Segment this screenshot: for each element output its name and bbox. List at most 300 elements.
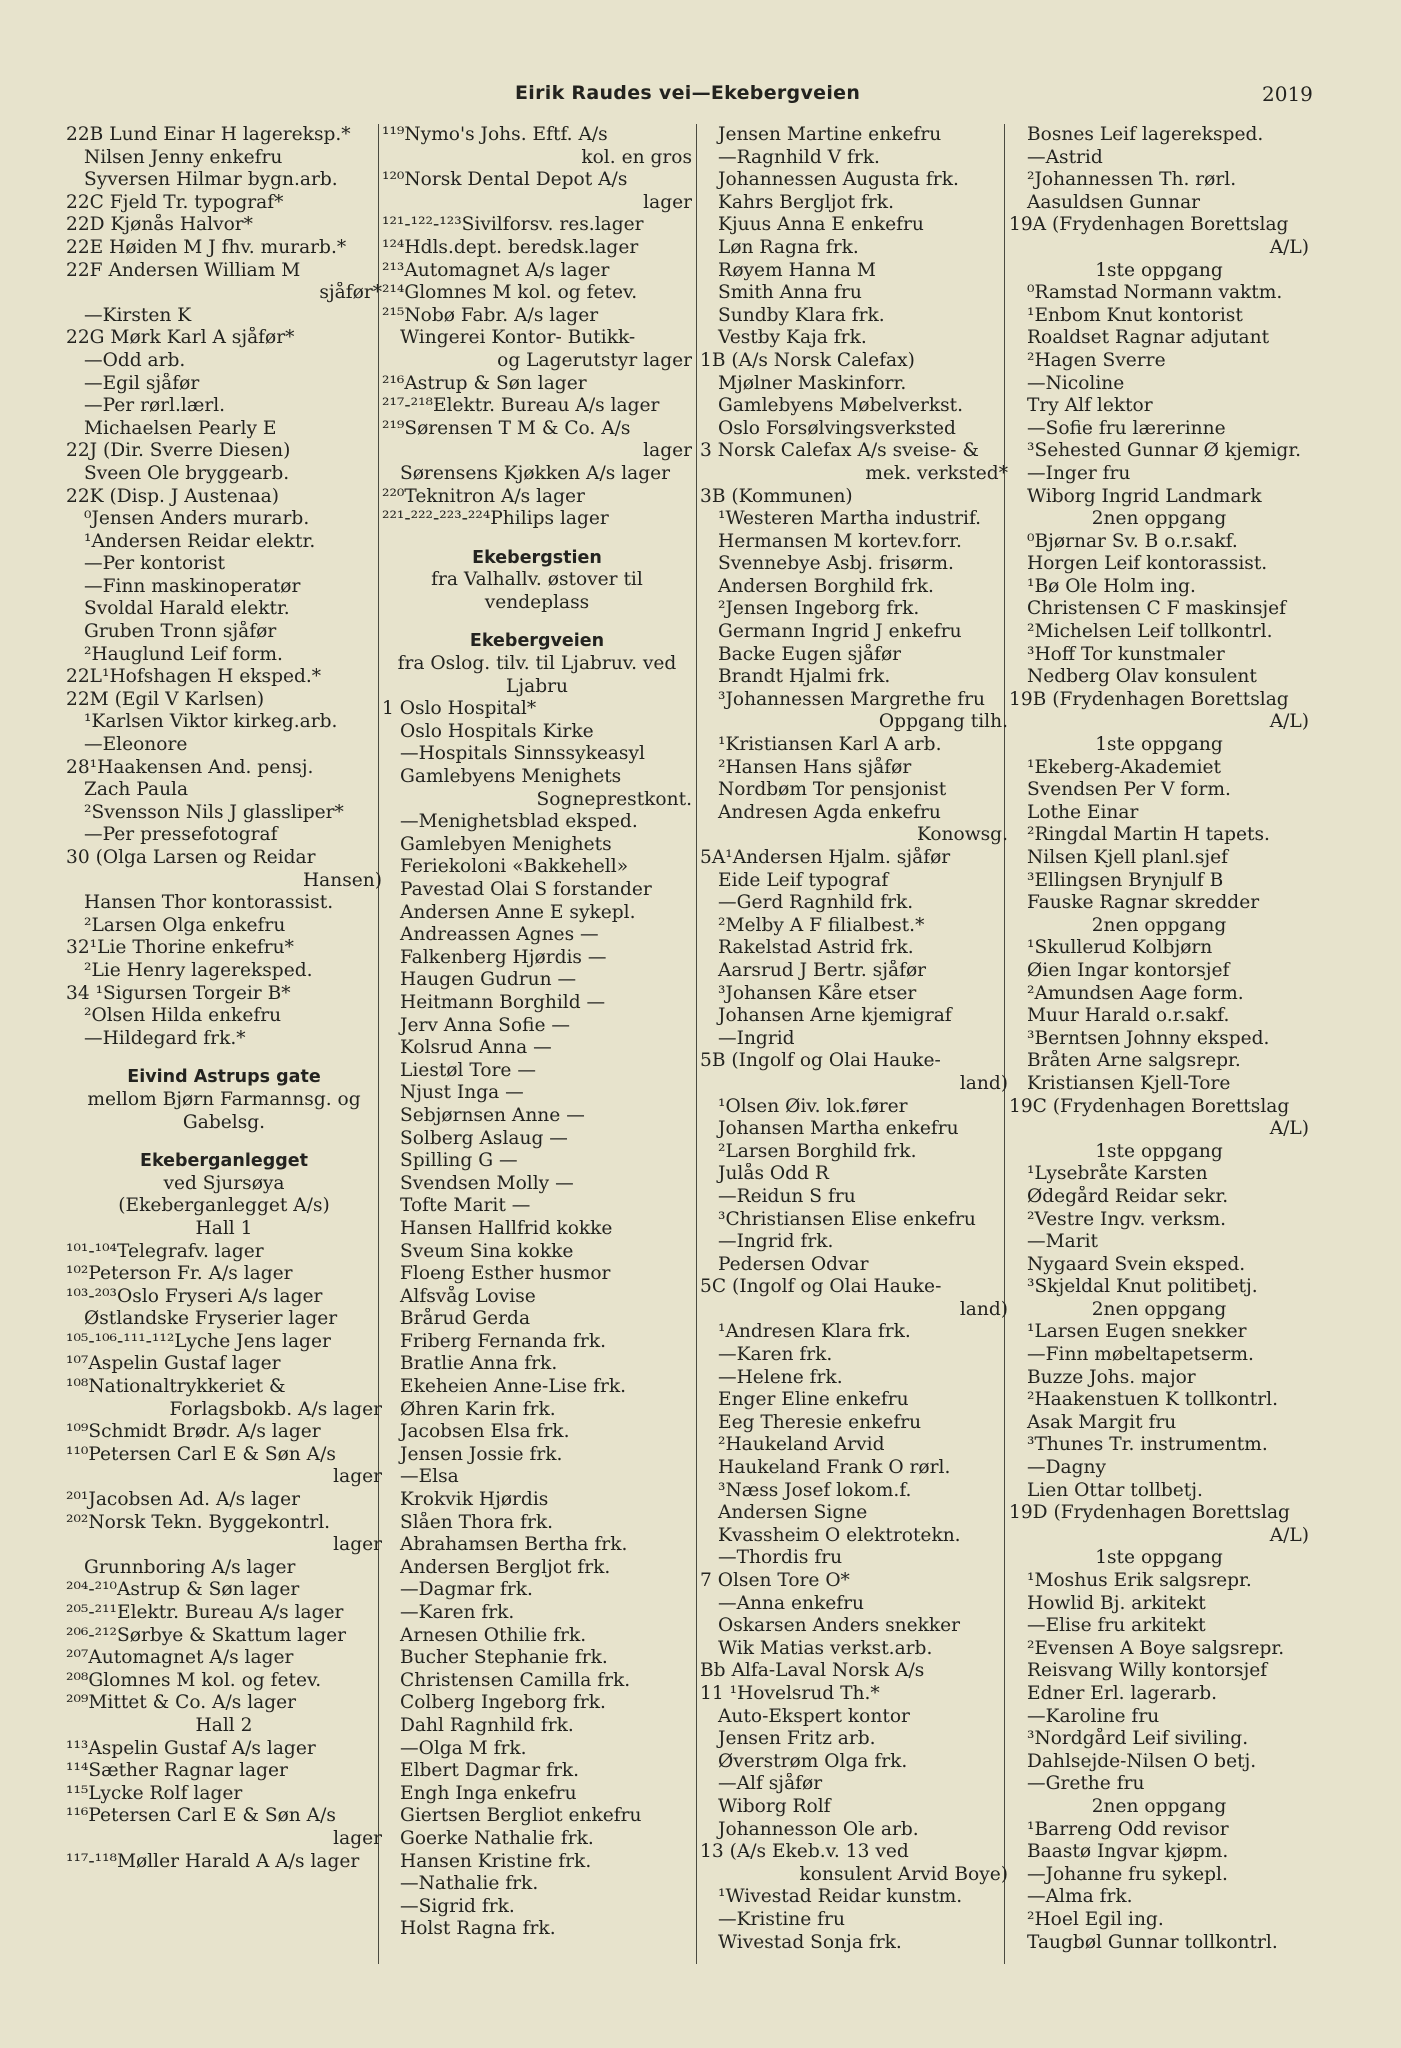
directory-entry: ¹Ekeberg-Akademiet [1027,756,1222,778]
directory-entry: 5C (Ingolf og Olai Hauke- [700,1276,942,1298]
directory-entry: Falkenberg Hjørdis — [400,946,607,968]
directory-entry: Wiborg Ingrid Landmark [1027,485,1262,507]
directory-entry: ²Vestre Ingv. verksm. [1027,1208,1227,1230]
directory-entry: ¹⁰³-²⁰³Oslo Fryseri A/s lager [66,1285,323,1307]
directory-entry: 22J (Dir. Sverre Diesen) [66,440,291,462]
directory-column-4 [1009,124,1309,1954]
section-subtitle: 1ste oppgang [1095,1140,1223,1162]
directory-entry: ²⁰⁴-²¹⁰Astrup & Søn lager [66,1579,300,1601]
directory-entry: ¹Moshus Erik salgsrepr. [1027,1570,1252,1591]
directory-entry: Pedersen Odvar [718,1253,869,1275]
directory-entry: ³Johansen Kåre etser [718,982,917,1004]
directory-entry: Øien Ingar kontorsjef [1027,959,1230,981]
directory-entry: Oslo Forsølvingsverksted [718,417,956,439]
directory-entry: Øhren Karin frk. [400,1398,556,1420]
directory-entry: Aasuldsen Gunnar [1027,191,1201,213]
section-subtitle: 2nen oppgang [1091,1795,1227,1817]
directory-entry: ¹Lysebråte Karsten [1027,1163,1208,1185]
directory-entry: Oslo Hospitals Kirke [400,720,594,742]
directory-entry: Floeng Esther husmor [400,1263,611,1285]
directory-entry: ¹Olsen Øiv. lok.fører [718,1095,908,1117]
directory-entry: Rakelstad Astrid frk. [718,937,914,959]
directory-entry: ²Amundsen Aage form. [1027,982,1244,1004]
directory-entry: ²Evensen A Boye salgsrepr. [1027,1637,1285,1659]
directory-entry: ³Næss Josef lokom.f. [718,1479,912,1501]
entry-continuation: mek. verksted* [865,462,1008,484]
directory-entry: Germann Ingrid J enkefru [718,621,962,643]
directory-entry: 3B (Kommunen) [700,485,853,507]
entry-continuation: A/L) [1269,1118,1309,1140]
directory-entry: —Finn møbeltapetserm. [1027,1344,1254,1366]
directory-entry: Jensen Fritz arb. [718,1728,876,1750]
directory-entry: Gamlebyens Menighets [400,766,622,788]
directory-entry: ¹Bø Ole Holm ing. [1027,575,1196,597]
directory-entry: —Inger fru [1027,462,1131,484]
directory-entry: —Menighetsblad eksped. [400,811,638,833]
directory-entry: Bucher Stephanie frk. [400,1647,608,1669]
directory-entry: Engh Inga enkefru [400,1782,577,1804]
directory-entry: Sebjørnsen Anne — [400,1104,585,1126]
directory-entry: 19B (Frydenhagen Borettslag [1009,688,1289,710]
directory-entry: —Per rørl.lærl. [84,395,226,417]
entry-continuation: sjåfør* [319,282,382,304]
directory-entry: Sveen Ole bryggearb. [84,462,290,484]
directory-entry: —Hospitals Sinnssykeasyl [400,743,645,765]
directory-entry: ²²⁰Teknitron A/s lager [382,485,585,507]
directory-entry: ²¹³Automagnet A/s lager [382,259,610,281]
directory-entry: Nilsen Jenny enkefru [84,146,283,168]
directory-entry: ⁰Jensen Anders murarb. [84,508,310,530]
directory-entry: —Hildegard frk.* [84,1027,246,1049]
directory-entry: Bosnes Leif lagereksped. [1027,124,1264,145]
directory-entry: —Dagny [1027,1457,1106,1479]
directory-entry: Giertsen Bergliot enkefru [400,1805,642,1827]
directory-entry: ¹Enbom Knut kontorist [1027,304,1243,326]
directory-entry: ¹⁰⁸Nationaltrykkeriet & [66,1376,286,1398]
directory-entry: Alfsvåg Lovise [400,1285,536,1307]
section-subtitle: 1ste oppgang [1095,1547,1223,1569]
directory-entry: ¹¹⁰Petersen Carl E & Søn A/s [66,1443,336,1465]
directory-entry: Christensen C F maskinsjef [1027,598,1287,620]
directory-entry: ²Jensen Ingeborg frk. [718,598,920,620]
directory-entry: 22G Mørk Karl A sjåfør* [66,327,295,349]
directory-entry: Kristiansen Kjell-Tore [1027,1072,1231,1094]
directory-entry: 19C (Frydenhagen Borettslag [1009,1095,1290,1117]
directory-entry: Horgen Leif kontorassist. [1027,553,1268,575]
directory-entry: —Eleonore [84,734,188,756]
entry-continuation: land) [959,1072,1008,1094]
directory-entry: ²Hauglund Leif form. [84,643,283,665]
directory-entry: Kahrs Bergljot frk. [718,191,894,213]
section-subtitle: mellom Bjørn Farmannsg. og Gabelsg. [87,1088,361,1133]
directory-entry: —Nicoline [1027,372,1125,394]
directory-entry: 1B (A/s Norsk Calefax) [700,349,915,371]
directory-entry: 32¹Lie Thorine enkefru* [66,937,294,959]
directory-entry: ²Olsen Hilda enkefru [84,1005,282,1027]
directory-entry: ¹Westeren Martha industrif. [718,508,982,530]
directory-entry: Andersen Bergljot frk. [400,1556,611,1578]
directory-entry: Johansen Martha enkefru [718,1118,959,1140]
directory-entry: Christensen Camilla frk. [400,1669,631,1691]
directory-entry: Johansen Arne kjemigraf [718,1005,952,1027]
directory-entry: Aarsrud J Bertr. sjåfør [718,959,927,981]
entry-continuation: lager [333,1827,382,1849]
directory-entry: Kjuus Anna E enkefru [718,214,924,236]
directory-entry: Asak Margit fru [1027,1411,1177,1433]
directory-entry: —Alma frk. [1027,1886,1133,1908]
directory-entry: ¹⁰⁷Aspelin Gustaf lager [66,1353,281,1375]
directory-entry: Andersen Signe [718,1502,868,1524]
directory-entry: 28¹Haakensen And. pensj. [66,756,314,778]
entry-continuation: konsulent Arvid Boye) [799,1863,1008,1885]
directory-entry: ³Hoff Tor kunstmaler [1027,643,1225,665]
directory-entry: ¹²⁴Hdls.dept. beredsk.lager [382,236,639,258]
directory-entry: Tofte Marit — [400,1195,531,1217]
directory-entry: Muur Harald o.r.sakf. [1027,1005,1230,1027]
directory-entry: Bratlie Anna frk. [400,1353,558,1375]
directory-entry: Gruben Tronn sjåfør [84,621,277,643]
directory-entry: —Karen frk. [400,1602,515,1623]
directory-entry: —Ingrid [718,1027,795,1049]
directory-entry: ³Nordgård Leif siviling. [1027,1728,1249,1750]
directory-entry: ²Haukeland Arvid [718,1434,885,1456]
section-heading: Ekebergstien [472,547,602,568]
directory-entry: Krokvik Hjørdis [400,1489,549,1511]
directory-entry: Arnesen Othilie frk. [400,1624,587,1646]
directory-entry: Løn Ragna frk. [718,236,859,258]
directory-entry: —Johanne fru sykepl. [1027,1863,1228,1885]
directory-entry: Johannesson Ole arb. [718,1818,919,1840]
directory-entry: ⁰Bjørnar Sv. B o.r.sakf. [1027,530,1238,552]
directory-entry: Ødegård Reidar sekr. [1027,1185,1229,1207]
entry-continuation: Oppgang tilh. [878,711,1008,733]
directory-entry: ²Hoel Egil ing. [1027,1908,1164,1930]
directory-entry: ¹¹³Aspelin Gustaf A/s lager [66,1737,316,1759]
directory-entry: Haukeland Frank O rørl. [718,1457,951,1479]
entry-continuation: A/L) [1269,236,1309,258]
directory-entry: Sørensens Kjøkken A/s lager [400,462,671,484]
directory-entry: ¹²¹-¹²²-¹²³Sivilforsv. res.lager [382,214,644,236]
directory-entry: Wivestad Sonja frk. [718,1931,902,1953]
directory-entry: 22C Fjeld Tr. typograf* [66,191,284,213]
directory-entry: Holst Ragna frk. [400,1918,556,1940]
directory-entry: ¹¹⁶Petersen Carl E & Søn A/s [66,1805,336,1827]
directory-entry: —Gerd Ragnhild frk. [718,892,914,914]
directory-entry: ¹⁰⁹Schmidt Brødr. A/s lager [66,1421,321,1443]
section-subtitle: ved Sjursøya [163,1172,285,1194]
directory-entry: Nygaard Svein eksped. [1027,1253,1246,1275]
directory-entry: Reisvang Willy kontorsjef [1027,1660,1268,1682]
directory-entry: Backe Eugen sjåfør [718,643,902,665]
directory-entry: —Marit [1027,1231,1099,1253]
section-subtitle: Hall 1 [195,1217,253,1239]
entry-continuation: lager [333,1466,382,1488]
directory-entry: Enger Eline enkefru [718,1389,909,1411]
directory-entry: —Ingrid frk. [718,1231,834,1253]
directory-entry: Wik Matias verkst.arb. [718,1637,933,1659]
directory-entry: —Nathalie frk. [400,1873,539,1895]
directory-entry: —Sofie fru lærerinne [1027,417,1226,439]
directory-entry: Hermansen M kortev.forr. [718,530,962,552]
directory-entry: Wiborg Rolf [718,1795,831,1817]
section-subtitle: Hall 2 [195,1714,253,1736]
entry-continuation: lager [643,440,692,462]
section-subtitle: 1ste oppgang [1095,734,1223,756]
directory-column-3 [700,124,1008,1954]
directory-entry: Jerv Anna Sofie — [400,1014,570,1036]
directory-entry: Njust Inga — [400,1082,524,1104]
directory-entry: Jensen Martine enkefru [718,124,942,145]
directory-entry: Østlandske Fryserier lager [84,1308,338,1330]
directory-entry: Hansen Kristine frk. [400,1850,592,1872]
directory-entry: Bråten Arne salgsrepr. [1027,1050,1241,1072]
entry-continuation: A/L) [1269,1524,1309,1546]
directory-entry: Goerke Nathalie frk. [400,1827,594,1849]
directory-entry: Svendsen Molly — [400,1172,574,1194]
section-subtitle: 2nen oppgang [1091,508,1227,530]
directory-entry: ¹Barreng Odd revisor [1027,1818,1229,1840]
directory-entry: 7 Olsen Tore O* [700,1570,850,1591]
directory-entry: Bb Alfa-Laval Norsk A/s [700,1660,925,1682]
entry-continuation: lager [643,191,692,213]
column-divider [696,124,697,1964]
directory-entry: Solberg Aslaug — [400,1127,568,1149]
directory-entry: 19A (Frydenhagen Borettslag [1009,214,1289,236]
directory-entry: ²Ringdal Martin H tapets. [1027,824,1270,846]
directory-entry: 19D (Frydenhagen Borettslag [1009,1502,1290,1524]
directory-entry: ³Johannessen Margrethe fru [718,688,986,710]
directory-entry: Howlid Bj. arkitekt [1027,1592,1206,1614]
directory-entry: 22M (Egil V Karlsen) [66,688,265,710]
directory-entry: —Grethe fru [1027,1773,1145,1795]
entry-continuation: Hansen) [302,869,382,891]
directory-entry: Nedberg Olav konsulent [1027,666,1257,688]
directory-entry: Auto-Ekspert kontor [718,1705,910,1727]
directory-entry: 5A¹Andersen Hjalm. sjåfør [700,847,951,868]
directory-entry: Taugbøl Gunnar tollkontrl. [1027,1931,1278,1953]
directory-entry: ¹¹⁵Lycke Rolf lager [66,1782,243,1804]
directory-entry: ²¹⁹Sørensen T M & Co. A/s [382,417,631,439]
directory-entry: —Sigrid frk. [400,1895,515,1917]
entry-continuation: kol. en gros [581,146,692,168]
directory-entry: Buzze Johs. major [1027,1366,1196,1388]
directory-entry: 22F Andersen William M [66,259,301,281]
directory-entry: ¹¹⁴Sæther Ragnar lager [66,1760,288,1782]
directory-entry: ²Michelsen Leif tollkontrl. [1027,621,1273,643]
directory-entry: Heitmann Borghild — [400,991,606,1013]
directory-entry: —Kirsten K [84,304,192,326]
directory-entry: Mjølner Maskinforr. [718,372,907,394]
directory-entry: Michaelsen Pearly E [84,417,277,439]
directory-entry: —Finn maskinoperatør [84,575,301,597]
directory-entry: Vestby Kaja frk. [718,327,867,349]
directory-entry: Andersen Anne E sykepl. [400,901,636,923]
directory-entry: —Karen frk. [718,1344,833,1366]
directory-entry: Hansen Thor kontorassist. [84,892,334,914]
section-subtitle: fra Oslog. tilv. til Ljabruv. ved Ljabru [397,653,677,697]
directory-entry: Sundby Klara frk. [718,304,885,326]
directory-entry: Kvassheim O elektrotekn. [718,1524,961,1546]
directory-entry: ²Hansen Hans sjåfør [718,756,912,778]
page-number: 2019 [1262,82,1313,106]
section-subtitle: 1ste oppgang [1095,259,1223,281]
directory-entry: Brandt Hjalmi frk. [718,666,891,688]
directory-entry: Gamlebyens Møbelverkst. [718,395,964,417]
directory-entry: 22L¹Hofshagen H eksped.* [66,666,322,688]
directory-entry: ¹⁰¹-¹⁰⁴Telegrafv. lager [66,1240,264,1262]
directory-entry: Sveum Sina kokke [400,1240,574,1262]
directory-entry: Ekeheien Anne-Lise frk. [400,1376,627,1398]
directory-entry: —Odd arb. [84,349,186,371]
directory-entry: Abrahamsen Bertha frk. [400,1534,628,1556]
directory-entry: ²⁰⁷Automagnet A/s lager [66,1647,294,1669]
directory-entry: —Elsa [400,1466,459,1488]
directory-entry: Lothe Einar [1027,801,1139,823]
directory-entry: ¹Andersen Reidar elektr. [84,530,316,552]
directory-entry: —Anna enkefru [718,1592,864,1614]
directory-entry: 3 Norsk Calefax A/s sveise- & [700,440,979,462]
section-subtitle: 2nen oppgang [1091,1298,1227,1320]
directory-entry: 13 (A/s Ekeb.v. 13 ved [700,1841,909,1863]
section-subtitle: (Ekeberganlegget A/s) [118,1195,330,1217]
directory-entry: Syversen Hilmar bygn.arb. [84,169,338,191]
directory-entry: 22E Høiden M J fhv. murarb.* [66,236,347,258]
page-header [0,82,1401,112]
directory-entry: —Alf sjåfør [718,1773,823,1795]
directory-entry: Svennebye Asbj. frisørm. [718,553,954,575]
section-heading: Ekebergveien [469,631,605,652]
directory-entry: 1 Oslo Hospital* [382,698,537,720]
directory-entry: ³Christiansen Elise enkefru [718,1208,976,1230]
directory-entry: ¹Larsen Eugen snekker [1027,1321,1247,1343]
directory-entry: ²⁰⁸Glomnes M kol. og fetev. [66,1669,322,1691]
directory-entry: 22D Kjønås Halvor* [66,214,253,236]
directory-entry: Slåen Thora frk. [400,1511,554,1533]
directory-entry: ¹⁰²Peterson Fr. A/s lager [66,1263,293,1285]
directory-entry: ²Larsen Olga enkefru [84,914,286,936]
directory-entry: Nordbøm Tor pensjonist [718,779,947,801]
directory-entry: Andersen Borghild frk. [718,575,934,597]
entry-continuation: lager [333,1534,382,1556]
directory-entry: ³Skjeldal Knut politibetj. [1027,1276,1258,1298]
directory-entry: Zach Paula [84,779,189,801]
directory-entry: Roaldset Ragnar adjutant [1027,327,1270,349]
directory-entry: ²Svensson Nils J glassliper* [84,801,344,823]
directory-entry: Svoldal Harald elektr. [84,598,290,620]
directory-entry: Johannessen Augusta frk. [718,169,959,191]
directory-entry: —Reidun S fru [718,1185,856,1207]
directory-entry: ³Berntsen Johnny eksped. [1027,1027,1270,1049]
directory-entry: ²Larsen Borghild frk. [718,1140,917,1162]
directory-entry: ²Haakenstuen K tollkontrl. [1027,1389,1278,1411]
directory-entry: Lien Ottar tollbetj. [1027,1479,1203,1501]
directory-column-2 [382,124,692,1941]
directory-entry: —Per kontorist [84,553,226,575]
directory-entry: 11 ¹Hovelsrud Th.* [700,1682,880,1704]
directory-entry: Oskarsen Anders snekker [718,1615,961,1637]
directory-entry: ¹⁰⁵-¹⁰⁶-¹¹¹-¹¹²Lyche Jens lager [66,1330,331,1352]
directory-entry: Colberg Ingeborg frk. [400,1692,606,1714]
directory-entry: —Helene frk. [718,1366,843,1388]
directory-entry: Andresen Agda enkefru [718,801,941,823]
directory-entry: Øverstrøm Olga frk. [718,1750,908,1772]
directory-entry: —Astrid [1027,146,1103,168]
directory-entry: ¹Andresen Klara frk. [718,1321,911,1343]
directory-entry: ¹¹⁷-¹¹⁸Møller Harald A A/s lager [66,1850,360,1872]
directory-entry: Haugen Gudrun — [400,969,577,991]
directory-entry: Dahlsejde-Nilsen O betj. [1027,1750,1257,1772]
directory-entry: 5B (Ingolf og Olai Hauke- [700,1050,941,1072]
directory-entry: Smith Anna fru [718,282,862,304]
directory-entry: Jensen Jossie frk. [400,1443,563,1465]
directory-entry: Hansen Hallfrid kokke [400,1217,613,1239]
directory-entry: Baastø Ingvar kjøpm. [1027,1841,1229,1863]
directory-entry: ²¹⁴Glomnes M kol. og fetev. [382,282,638,304]
directory-entry: ¹Wivestad Reidar kunstm. [718,1886,963,1908]
directory-entry: ²²¹-²²²-²²³-²²⁴Philips lager [382,508,609,530]
directory-entry: Elbert Dagmar frk. [400,1760,580,1782]
directory-entry: ¹Karlsen Viktor kirkeg.arb. [84,711,338,733]
directory-entry: Røyem Hanna M [718,259,876,281]
directory-entry: —Karoline fru [1027,1705,1160,1727]
page-title: Eirik Raudes vei—Ekebergveien [515,82,861,104]
directory-entry: ²¹⁶Astrup & Søn lager [382,372,587,394]
section-heading: Ekeberganlegget [140,1151,308,1172]
directory-entry: Liestøl Tore — [400,1059,536,1081]
directory-entry: —Thordis fru [718,1547,843,1569]
entry-continuation: Sogneprestkont. [536,788,692,810]
directory-entry: 22B Lund Einar H lagereksp.* [66,124,351,145]
directory-entry: Grunnboring A/s lager [84,1556,296,1578]
directory-entry: ²Hagen Sverre [1027,349,1166,371]
directory-entry: Spilling G — [400,1150,518,1172]
directory-entry: 22K (Disp. J Austenaa) [66,485,280,507]
directory-entry: Nilsen Kjell planl.sjef [1027,847,1229,868]
directory-entry: —Kristine fru [718,1908,845,1930]
directory-entry: ¹¹⁹Nymo's Johs. Eftf. A/s [382,124,608,145]
directory-entry: —Egil sjåfør [84,372,200,394]
entry-continuation: land) [959,1298,1008,1320]
directory-entry: —Olga M frk. [400,1737,527,1759]
section-subtitle: fra Valhallv. østover til vendeplass [431,569,643,613]
directory-entry: ²⁰⁶-²¹²Sørbye & Skattum lager [66,1624,346,1646]
directory-entry: Jacobsen Elsa frk. [400,1421,570,1443]
directory-entry: ²⁰⁹Mittet & Co. A/s lager [66,1692,297,1714]
directory-entry: ²¹⁷-²¹⁸Elektr. Bureau A/s lager [382,395,660,417]
directory-entry: ²¹⁵Nobø Fabr. A/s lager [382,304,599,326]
directory-entry: Dahl Ragnhild frk. [400,1714,574,1736]
directory-entry: Eide Leif typograf [718,869,889,891]
entry-continuation: og Lagerutstyr lager [497,349,692,371]
directory-entry: ²Melby A F filialbest.* [718,914,925,936]
directory-entry: ³Ellingsen Brynjulf B [1027,869,1224,891]
directory-entry: ²Lie Henry lagereksped. [84,959,313,981]
directory-entry: Eeg Theresie enkefru [718,1411,922,1433]
directory-entry: —Ragnhild V frk. [718,146,880,168]
section-heading: Eivind Astrups gate [127,1067,321,1088]
entry-continuation: A/L) [1269,711,1309,733]
directory-entry: Wingerei Kontor- Butikk- [400,327,636,349]
directory-entry: —Per pressefotograf [84,824,278,846]
directory-entry: ²⁰²Norsk Tekn. Byggekontrl. [66,1511,331,1533]
directory-entry: ¹²⁰Norsk Dental Depot A/s [382,169,628,191]
directory-entry: ²⁰⁵-²¹¹Elektr. Bureau A/s lager [66,1602,344,1623]
directory-entry: —Elise fru arkitekt [1027,1615,1206,1637]
directory-column-1 [66,124,382,1873]
directory-entry: ¹Kristiansen Karl A arb. [718,734,942,756]
section-subtitle: 2nen oppgang [1091,914,1227,936]
directory-entry: Brårud Gerda [400,1308,531,1330]
